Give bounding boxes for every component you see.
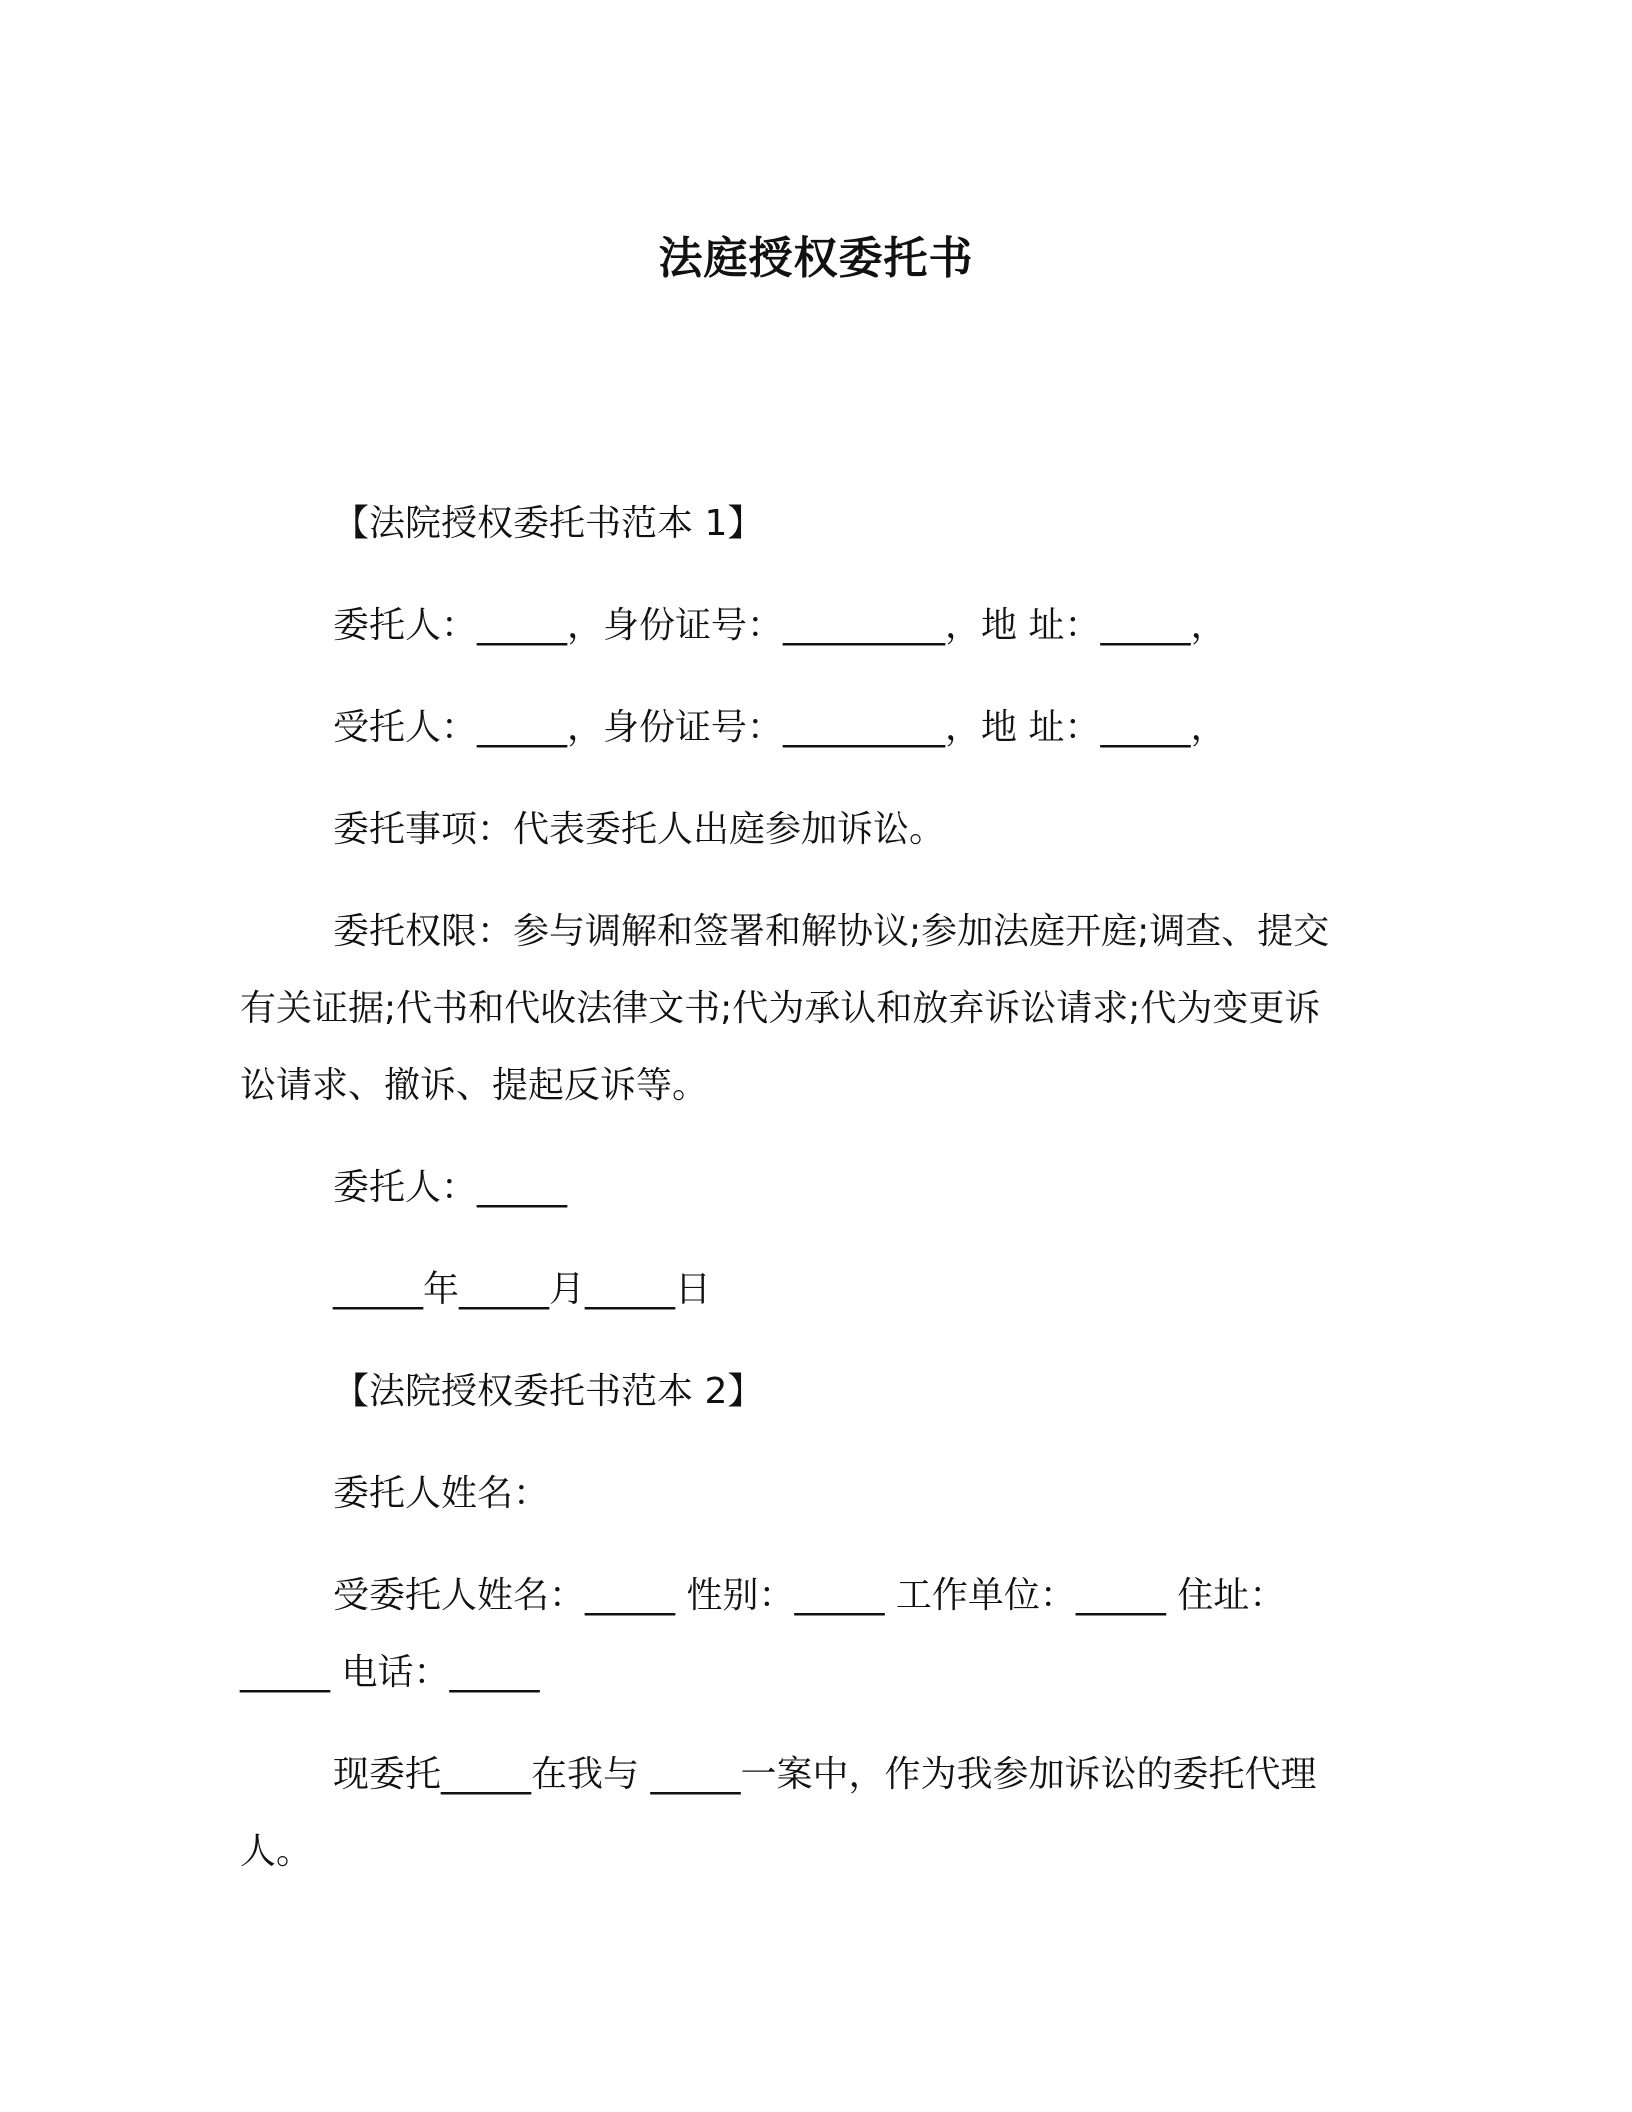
sample2-heading: 【法院授权委托书范本 2】: [333, 1371, 764, 1412]
sample1-heading: 【法院授权委托书范本 1】: [333, 503, 764, 544]
agent-info-line-1: 受委托人姓名：_____ 性别：_____ 工作单位：_____ 住址：: [333, 1575, 1286, 1616]
entrust-line-1: 现委托_____在我与 _____一案中，作为我参加诉讼的委托代理: [333, 1754, 1317, 1795]
authority-line-3: 讼请求、撤诉、提起反诉等。: [240, 1065, 709, 1106]
signature-line: 委托人：_____: [333, 1167, 568, 1208]
authority-line-2: 有关证据;代书和代收法律文书;代为承认和放弃诉讼请求;代为变更诉: [240, 988, 1321, 1029]
date-line: _____年_____月_____日: [333, 1269, 711, 1310]
entrust-line-2: 人。: [240, 1831, 313, 1872]
matter-line: 委托事项：代表委托人出庭参加诉讼。: [333, 809, 946, 850]
document-title: 法庭授权委托书: [658, 233, 974, 284]
principal-line: 委托人：_____，身份证号：_________，地 址：_____，: [333, 605, 1227, 646]
authority-line-1: 委托权限：参与调解和签署和解协议;参加法庭开庭;调查、提交: [333, 911, 1330, 952]
agent-line: 受托人：_____，身份证号：_________，地 址：_____，: [333, 707, 1227, 748]
principal-name-line: 委托人姓名：: [333, 1473, 550, 1514]
agent-info-line-2: _____ 电话：_____: [240, 1652, 540, 1693]
